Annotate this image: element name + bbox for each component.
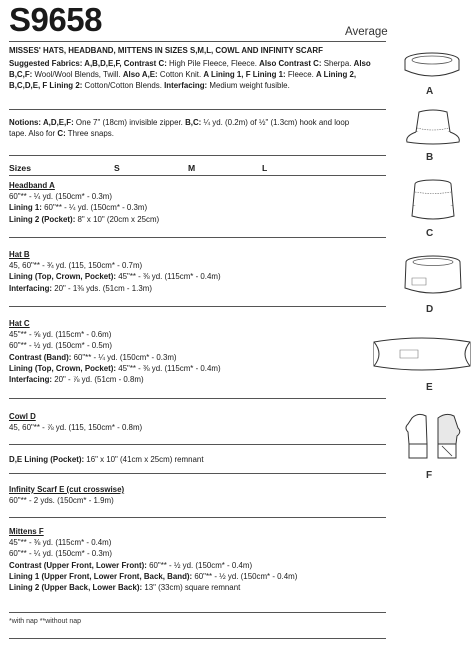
value-text: High Pile Fleece, Fleece. [166,58,260,68]
value-text: 60"** - ½ yd. (150cm* - 0.5m) [9,340,112,351]
value-text: 60"** - ½ yd. (150cm* - 0.4m) [192,570,298,581]
text-line [9,329,359,340]
label-text: A Lining 2, [316,69,357,80]
text-line [9,117,359,128]
size-range: Average [345,26,388,38]
value-text: Three snaps. [65,128,114,139]
text-line [9,352,359,363]
size-l: L [262,163,268,173]
footnote: *with nap **without nap [9,618,81,625]
divider [9,398,386,399]
pattern-number: S9658 [9,1,102,38]
section-hat-c [9,318,359,385]
text-line [9,454,359,465]
text-line [9,214,359,225]
section-heading: Hat B [9,249,30,259]
figure-label-b: B [426,152,434,163]
label-text: Interfacing: [9,282,53,293]
value-text: Fleece. [285,69,317,80]
label-text: C: [57,128,66,139]
value-text: 60"** - ½ yd. (150cm* - 0.4m) [146,559,253,570]
section-heading: Hat C [9,318,30,328]
text-line [9,560,359,571]
pattern-title: MISSES' HATS, HEADBAND, MITTENS IN SIZES S,M,L, COWL AND INFINITY SCARF [9,45,323,55]
value-text: 45, 60"** - ¾ yd. (115, 150cm* - 0.7m) [9,260,143,271]
label-text: Also Contrast C: [259,58,322,68]
value-text: One 7" (18cm) invisible zipper. [73,117,186,127]
value-text: 45, 60"** - ⅞ yd. (115, 150cm* - 0.8m) [9,422,143,433]
divider [9,155,386,156]
label-text: Contrast (Upper Front, Lower Front): [9,559,147,570]
value-text: 45"** - ⅜ yd. (115cm* - 0.4m) [116,362,221,373]
text-line [9,271,359,282]
label-text: D,E Lining (Pocket): [9,454,85,464]
text-line [9,128,359,139]
divider [9,612,386,613]
sizes-label: Sizes [9,163,31,173]
cowl-icon [400,254,466,298]
value-text: Cotton/Cotton Blends. [82,80,165,91]
label-text: Interfacing: [164,80,208,91]
value-text: 20" - 1⅜ yds. (51cm - 1.3m) [52,282,152,293]
divider [9,444,386,445]
figure-label-a: A [426,86,434,97]
text-line [9,571,359,582]
figure-label-d: D [426,304,434,315]
text-line [9,191,359,202]
section-heading: Infinity Scarf E (cut crosswise) [9,484,125,494]
text-line [9,202,359,213]
section-de-lining [9,454,359,465]
hat-with-band-icon [405,178,461,223]
label-text: Lining 2 (Pocket): [9,213,76,224]
label-text: Lining 2 (Upper Back, Lower Back): [9,582,143,593]
text-line [9,363,359,374]
figure-label-e: E [426,382,433,393]
value-text: Cotton Knit. [157,69,204,80]
section-heading: Cowl D [9,411,36,421]
mittens-icon [402,410,466,466]
divider [9,517,386,518]
label-text: B,C,D,E, F Lining 2: [9,80,83,91]
label-text: Lining 1 (Upper Front, Lower Front, Back, Band): [9,570,193,581]
value-text: 45"** - ⅜ yd. (115cm* - 0.4m) [9,537,112,548]
label-text: Lining (Top, Crown, Pocket): [9,271,117,282]
text-line [9,582,359,593]
label-text: A Lining 1, F Lining 1: [203,69,286,80]
label-text: Lining (Top, Crown, Pocket): [9,362,117,373]
figure-label-f: F [426,470,433,481]
value-text: 45"** - ⅜ yd. (115cm* - 0.4m) [116,271,221,282]
label-text: Contrast (Band): [9,351,72,362]
value-text: 60"** - ¼ yd. (150cm* - 0.3m) [9,191,112,202]
divider [9,175,386,176]
divider [9,473,386,474]
text-line [9,548,359,559]
label-text: Suggested Fabrics: A,B,D,E,F, Contrast C: [9,58,167,68]
section-headband-a [9,180,359,225]
label-text: Also [353,58,371,68]
suggested-fabrics [9,58,371,92]
value-text: 60"** - ¼ yd. (150cm* - 0.3m) [71,351,177,362]
text-line [9,260,359,271]
value-text: 8" x 10" (20cm x 25cm) [75,213,160,224]
divider [9,306,386,307]
size-s: S [114,163,120,173]
value-text: Sherpa. [321,58,354,68]
text-line [9,58,371,69]
text-line [9,283,359,294]
label-text: Notions: A,D,E,F: [9,117,74,127]
value-text: 60"** - ¼ yd. (150cm* - 0.3m) [9,548,112,559]
notions [9,117,359,139]
value-text: Wool/Wool Blends, Twill. [32,69,123,80]
value-text: 60"** - 2 yds. (150cm* - 1.9m) [9,495,114,506]
value-text: Medium weight fusible. [207,80,290,91]
infinity-scarf-icon [370,332,474,378]
section-heading: Mittens F [9,526,44,536]
section-cowl-d [9,411,359,433]
section-mittens-f [9,526,359,593]
size-m: M [188,163,196,173]
text-line [9,80,359,91]
value-text: tape. Also for [9,128,58,139]
divider [9,638,386,639]
label-text: Also A,E: [122,69,158,80]
divider [9,237,386,238]
value-text: 45"** - ⅝ yd. (115cm* - 0.6m) [9,329,112,340]
label-text: Interfacing: [9,374,53,385]
bucket-hat-icon [403,108,463,148]
label-text: B,C,F: [9,69,33,80]
value-text: 16" x 10" (41cm x 25cm) remnant [84,454,204,464]
headband-icon [398,48,466,82]
text-line [9,422,359,433]
text-line [9,374,359,385]
value-text: 13" (33cm) square remnant [142,582,241,593]
section-infinity-scarf-e [9,484,359,506]
value-text: 60"** - ¼ yd. (150cm* - 0.3m) [41,202,148,213]
value-text: 20" - ⅞ yd. (51cm - 0.8m) [52,374,144,385]
value-text: ¼ yd. (0.2m) of ½" (1.3cm) hook and loop [201,117,350,127]
section-hat-b [9,249,359,294]
text-line [9,537,359,548]
divider [9,109,386,110]
label-text: Lining 1: [9,202,42,213]
label-text: B,C: [185,117,202,127]
divider [9,41,386,42]
text-line [9,340,359,351]
section-heading: Headband A [9,180,55,190]
figure-label-c: C [426,228,434,239]
text-line [9,69,359,80]
text-line [9,495,359,506]
